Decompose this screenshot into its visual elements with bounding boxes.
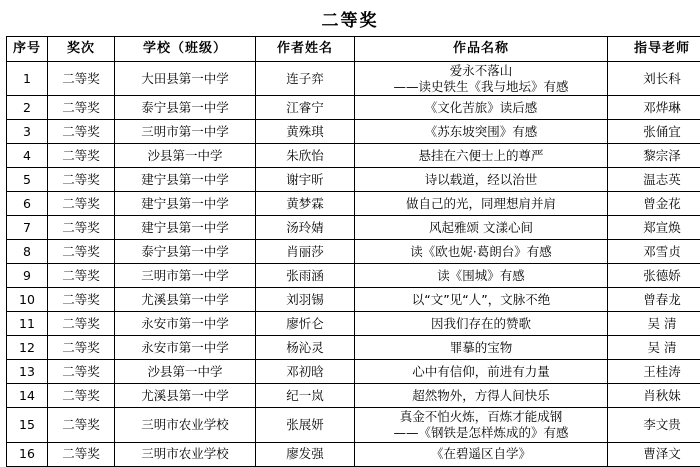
table-row (7, 240, 700, 264)
cell-school: 建宁县第一中学 (115, 192, 256, 216)
cell-award: 二等奖 (48, 408, 115, 442)
cell-award: 二等奖 (48, 384, 115, 408)
cell-school: 沙县第一中学 (115, 360, 256, 384)
cell-coach: 肖秋妹 (608, 384, 700, 408)
cell-coach: 吴 清 (608, 312, 700, 336)
cell-author: 廖发强 (256, 442, 355, 466)
table-row (7, 336, 700, 360)
cell-work: 心中有信仰，前进有力量 (355, 360, 608, 384)
cell-coach: 邓雪贞 (608, 240, 700, 264)
cell-index: 11 (7, 312, 48, 336)
cell-index: 2 (7, 96, 48, 120)
cell-index: 5 (7, 168, 48, 192)
cell-coach: 张德娇 (608, 264, 700, 288)
cell-work: 风起雅颂 文漾心间 (355, 216, 608, 240)
cell-coach: 张俑宜 (608, 120, 700, 144)
cell-work: 读《围城》有感 (355, 264, 608, 288)
cell-index: 3 (7, 120, 48, 144)
cell-award: 二等奖 (48, 192, 115, 216)
cell-author: 江睿宁 (256, 96, 355, 120)
cell-school: 泰宁县第一中学 (115, 240, 256, 264)
table-row (7, 288, 700, 312)
cell-award: 二等奖 (48, 120, 115, 144)
cell-school: 大田县第一中学 (115, 62, 256, 96)
cell-work: 《文化苦旅》读后感 (355, 96, 608, 120)
cell-author: 邓初晗 (256, 360, 355, 384)
cell-author: 汤玲婧 (256, 216, 355, 240)
cell-work (355, 62, 608, 96)
table-row (7, 216, 700, 240)
award-list-table (6, 36, 700, 467)
column-header-index: 序号 (7, 37, 48, 62)
cell-index: 15 (7, 408, 48, 442)
cell-work: 诗以载道，经以治世 (355, 168, 608, 192)
table-row (7, 442, 700, 466)
cell-author: 黄梦霖 (256, 192, 355, 216)
cell-author: 纪一岚 (256, 384, 355, 408)
cell-work: 《在碧遥区自学》 (355, 442, 608, 466)
cell-award: 二等奖 (48, 360, 115, 384)
cell-index: 6 (7, 192, 48, 216)
table-body (7, 62, 700, 467)
cell-school: 建宁县第一中学 (115, 168, 256, 192)
cell-award: 二等奖 (48, 240, 115, 264)
cell-award: 二等奖 (48, 144, 115, 168)
cell-coach: 邓烨琳 (608, 96, 700, 120)
table-row (7, 168, 700, 192)
cell-index: 7 (7, 216, 48, 240)
page-title: 二等奖 (6, 0, 694, 36)
cell-award: 二等奖 (48, 216, 115, 240)
cell-author: 谢宇昕 (256, 168, 355, 192)
cell-school: 三明市农业学校 (115, 408, 256, 442)
cell-school: 沙县第一中学 (115, 144, 256, 168)
cell-award: 二等奖 (48, 442, 115, 466)
table-row (7, 144, 700, 168)
cell-school: 建宁县第一中学 (115, 216, 256, 240)
cell-work: 悬挂在六便士上的尊严 (355, 144, 608, 168)
cell-school: 永安市第一中学 (115, 312, 256, 336)
cell-author: 刘羽锡 (256, 288, 355, 312)
table-row (7, 360, 700, 384)
cell-school: 三明市农业学校 (115, 442, 256, 466)
cell-school: 永安市第一中学 (115, 336, 256, 360)
cell-index: 1 (7, 62, 48, 96)
cell-coach: 吴 清 (608, 336, 700, 360)
cell-award: 二等奖 (48, 312, 115, 336)
cell-author: 连子弈 (256, 62, 355, 96)
cell-index: 9 (7, 264, 48, 288)
cell-award: 二等奖 (48, 288, 115, 312)
cell-author: 肖丽莎 (256, 240, 355, 264)
cell-index: 4 (7, 144, 48, 168)
column-header-author: 作者姓名 (256, 37, 355, 62)
table-header (7, 37, 700, 62)
cell-author: 朱欣怡 (256, 144, 355, 168)
table-row (7, 62, 700, 96)
cell-work: 因我们存在的赞歌 (355, 312, 608, 336)
column-header-coach: 指导老师 (608, 37, 700, 62)
table-row (7, 408, 700, 442)
table-header-row (7, 37, 700, 62)
cell-author: 张展妍 (256, 408, 355, 442)
cell-work: 读《欧也妮·葛朗台》有感 (355, 240, 608, 264)
work-title-line2: ——读史铁生《我与地坛》有感 (357, 79, 605, 95)
work-title-line1: 爱永不落山 (450, 63, 513, 78)
cell-work (355, 408, 608, 442)
column-header-school: 学校（班级） (115, 37, 256, 62)
cell-school: 尤溪县第一中学 (115, 288, 256, 312)
cell-school: 三明市第一中学 (115, 264, 256, 288)
cell-work: 超然物外，方得人间快乐 (355, 384, 608, 408)
cell-index: 10 (7, 288, 48, 312)
cell-school: 三明市第一中学 (115, 120, 256, 144)
cell-author: 张雨涵 (256, 264, 355, 288)
cell-coach: 曾春龙 (608, 288, 700, 312)
table-row (7, 96, 700, 120)
cell-coach: 王桂涛 (608, 360, 700, 384)
work-title-line1: 真金不怕火炼，百炼才能成钢 (400, 409, 563, 424)
cell-work: 做自己的光，同理想肩并肩 (355, 192, 608, 216)
cell-award: 二等奖 (48, 336, 115, 360)
cell-award: 二等奖 (48, 264, 115, 288)
cell-coach: 曹泽文 (608, 442, 700, 466)
table-row (7, 312, 700, 336)
cell-award: 二等奖 (48, 96, 115, 120)
table-row (7, 120, 700, 144)
cell-coach: 黎宗泽 (608, 144, 700, 168)
table-row (7, 384, 700, 408)
cell-work: 以“文”见“人”，文脉不绝 (355, 288, 608, 312)
column-header-work: 作品名称 (355, 37, 608, 62)
cell-coach: 温志英 (608, 168, 700, 192)
cell-coach: 曾金花 (608, 192, 700, 216)
cell-coach: 李文贵 (608, 408, 700, 442)
cell-work: 罪摹的宝物 (355, 336, 608, 360)
cell-index: 16 (7, 442, 48, 466)
cell-school: 尤溪县第一中学 (115, 384, 256, 408)
table-row (7, 192, 700, 216)
cell-index: 13 (7, 360, 48, 384)
cell-author: 廖忻仑 (256, 312, 355, 336)
cell-work: 《苏东坡突围》有感 (355, 120, 608, 144)
cell-index: 8 (7, 240, 48, 264)
cell-author: 黄殊琪 (256, 120, 355, 144)
cell-award: 二等奖 (48, 62, 115, 96)
cell-school: 泰宁县第一中学 (115, 96, 256, 120)
cell-index: 12 (7, 336, 48, 360)
cell-coach: 刘长科 (608, 62, 700, 96)
column-header-award: 奖次 (48, 37, 115, 62)
cell-index: 14 (7, 384, 48, 408)
cell-coach: 郑宣焕 (608, 216, 700, 240)
table-row (7, 264, 700, 288)
cell-author: 杨沁灵 (256, 336, 355, 360)
cell-award: 二等奖 (48, 168, 115, 192)
work-title-line2: ——《钢铁是怎样炼成的》有感 (357, 425, 605, 441)
